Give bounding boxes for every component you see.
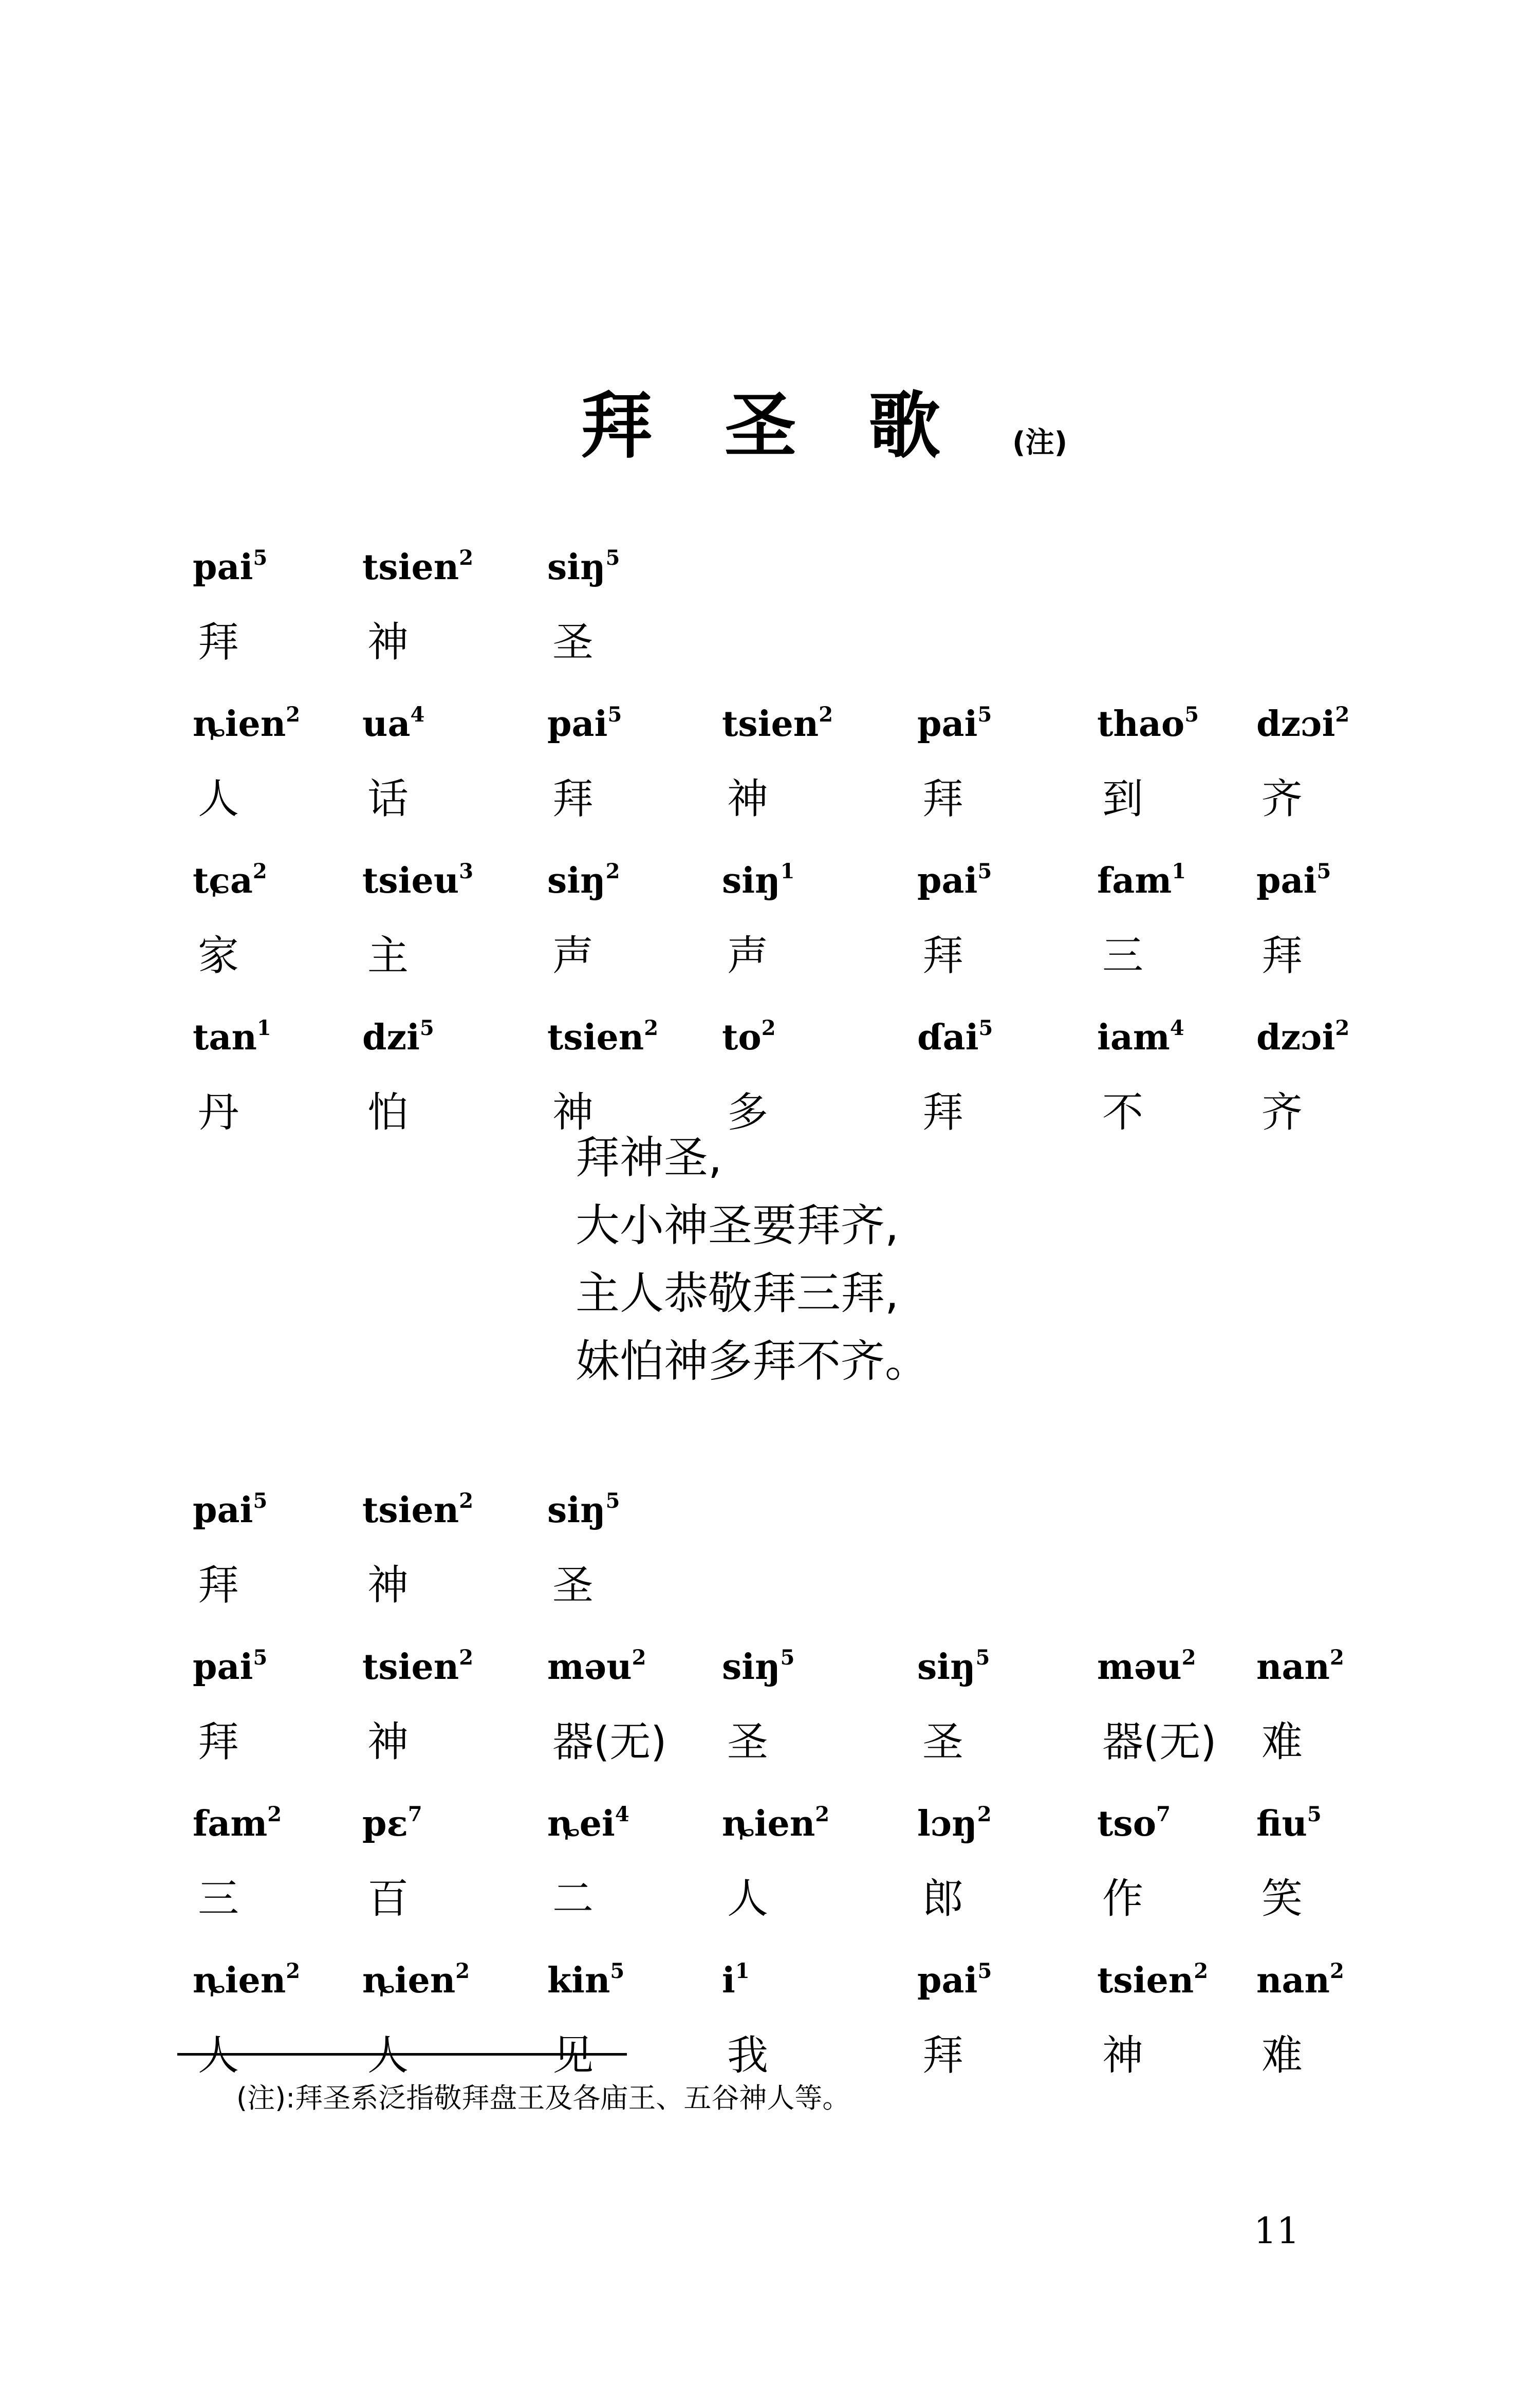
tone-number: 5 xyxy=(978,1016,993,1040)
romanization xyxy=(547,546,701,606)
romanization-syllable: thao xyxy=(1097,704,1185,745)
tone-number: 3 xyxy=(459,859,474,883)
chinese-gloss: 神 xyxy=(367,618,409,666)
stanza-1 xyxy=(193,546,1375,1177)
verse-line xyxy=(193,702,1375,863)
romanization xyxy=(362,1646,516,1706)
romanization xyxy=(1097,702,1251,763)
romanization-syllable: tsien xyxy=(362,547,459,588)
romanization-syllable: pai xyxy=(917,704,978,745)
chinese-gloss: 神 xyxy=(727,775,768,823)
translation-block xyxy=(576,1132,929,1407)
chinese-gloss: 声 xyxy=(552,932,593,979)
chinese-gloss: 神 xyxy=(367,1561,409,1609)
romanization-syllable: fam xyxy=(193,1803,268,1844)
translation-line: 妹怕神多拜不齐。 xyxy=(576,1336,929,1387)
romanization xyxy=(1097,1802,1251,1863)
chinese-gloss: 家 xyxy=(198,932,239,979)
romanization-syllable: pai xyxy=(193,1647,253,1688)
chinese-gloss: 拜 xyxy=(198,1718,239,1766)
romanization xyxy=(362,1016,516,1077)
romanization-syllable: pai xyxy=(1256,860,1317,901)
word-cell xyxy=(362,1646,516,1766)
tone-number: 5 xyxy=(605,546,620,570)
verse-line xyxy=(193,859,1375,1020)
romanization-syllable: kin xyxy=(547,1960,610,2001)
chinese-gloss: 到 xyxy=(1102,775,1143,823)
romanization xyxy=(362,1802,516,1863)
footnote: (注):拜圣系泛指敬拜盘王及各庙王、五谷神人等。 xyxy=(236,2082,850,2114)
page-number: 11 xyxy=(1254,2210,1300,2252)
chinese-gloss: 见 xyxy=(552,2031,593,2079)
chinese-gloss: 人 xyxy=(727,1875,768,1922)
romanization xyxy=(193,702,347,763)
translation-line: 主人恭敬拜三拜, xyxy=(576,1268,899,1319)
tone-number: 5 xyxy=(977,1959,992,1983)
word-cell xyxy=(362,702,516,823)
chinese-gloss: 丹 xyxy=(198,1088,239,1136)
romanization xyxy=(722,1802,876,1863)
chinese-gloss: 圣 xyxy=(552,618,593,666)
chinese-gloss: 不 xyxy=(1102,1088,1143,1136)
word-cell xyxy=(1097,1016,1251,1136)
word-cell xyxy=(362,1016,516,1136)
tone-number: 5 xyxy=(977,859,992,883)
tone-number: 2 xyxy=(1335,1016,1350,1040)
romanization-syllable: ȵien xyxy=(193,704,286,745)
romanization xyxy=(547,1802,701,1863)
romanization-syllable: tɕa xyxy=(193,860,253,901)
chinese-gloss: 拜 xyxy=(922,2031,963,2079)
tone-number: 2 xyxy=(644,1016,659,1040)
romanization xyxy=(1097,1959,1251,2020)
tone-number: 5 xyxy=(253,1489,268,1513)
tone-number: 2 xyxy=(252,859,267,883)
tone-number: 2 xyxy=(1329,1646,1344,1670)
tone-number: 2 xyxy=(632,1646,646,1670)
romanization-syllable: dzɔi xyxy=(1256,1017,1335,1058)
romanization xyxy=(917,1646,1071,1706)
word-cell xyxy=(362,1802,516,1922)
word-cell xyxy=(362,1489,516,1609)
title-char: 拜 xyxy=(581,384,653,468)
romanization xyxy=(1256,1646,1411,1706)
romanization-syllable: pai xyxy=(917,1960,978,2001)
tone-number: 2 xyxy=(1335,702,1350,727)
tone-number: 1 xyxy=(735,1959,750,1983)
romanization xyxy=(722,859,876,920)
word-cell xyxy=(1256,702,1411,823)
romanization xyxy=(193,1646,347,1706)
romanization xyxy=(1256,702,1411,763)
tone-number: 1 xyxy=(1172,859,1186,883)
tone-number: 5 xyxy=(1184,702,1199,727)
chinese-gloss: 神 xyxy=(367,1718,409,1766)
romanization xyxy=(722,1959,876,2020)
word-cell xyxy=(362,859,516,979)
tone-number: 7 xyxy=(407,1802,422,1826)
romanization xyxy=(362,1959,516,2020)
word-cell xyxy=(1097,702,1251,823)
romanization-syllable: nan xyxy=(1256,1647,1330,1688)
word-cell xyxy=(193,1016,347,1136)
tone-number: 5 xyxy=(780,1646,795,1670)
romanization xyxy=(547,702,701,763)
romanization xyxy=(547,859,701,920)
translation-line: 大小神圣要拜齐, xyxy=(576,1200,899,1251)
word-cell xyxy=(547,702,701,823)
romanization-syllable: nan xyxy=(1256,1960,1330,2001)
tone-number: 5 xyxy=(253,1646,268,1670)
romanization xyxy=(1256,1802,1411,1863)
tone-number: 2 xyxy=(459,1489,474,1513)
romanization-syllable: tan xyxy=(193,1017,257,1058)
romanization-syllable: siŋ xyxy=(722,1647,781,1688)
romanization-syllable: iam xyxy=(1097,1017,1170,1058)
tone-number: 2 xyxy=(1194,1959,1209,1983)
romanization-syllable: tsieu xyxy=(362,860,459,901)
romanization xyxy=(917,1959,1071,2020)
romanization-syllable: ȵien xyxy=(722,1803,815,1844)
tone-number: 5 xyxy=(1316,859,1331,883)
chinese-gloss: 拜 xyxy=(198,618,239,666)
romanization-syllable: pai xyxy=(193,547,253,588)
romanization-syllable: siŋ xyxy=(547,860,606,901)
translation-line: 拜神圣, xyxy=(576,1132,722,1184)
chinese-gloss: 作 xyxy=(1102,1875,1143,1922)
word-cell xyxy=(547,1646,701,1766)
stanza-2 xyxy=(193,1489,1375,2120)
romanization xyxy=(362,1489,516,1549)
word-cell xyxy=(917,1959,1071,2079)
word-cell xyxy=(722,859,876,979)
chinese-gloss: 人 xyxy=(367,2031,409,2079)
tone-number: 2 xyxy=(819,702,833,727)
word-cell xyxy=(193,1646,347,1766)
tone-number: 2 xyxy=(286,702,301,727)
chinese-gloss: 齐 xyxy=(1261,1088,1303,1136)
romanization xyxy=(917,1016,1071,1077)
romanization-syllable: dzɔi xyxy=(1256,704,1335,745)
chinese-gloss: 拜 xyxy=(922,775,963,823)
romanization xyxy=(722,1646,876,1706)
tone-number: 4 xyxy=(410,702,425,727)
romanization xyxy=(1097,1646,1251,1706)
word-cell xyxy=(547,1489,701,1609)
romanization-syllable: məu xyxy=(547,1647,632,1688)
romanization xyxy=(362,859,516,920)
tone-number: 2 xyxy=(459,546,474,570)
word-cell xyxy=(547,546,701,666)
tone-number: 2 xyxy=(1329,1959,1344,1983)
romanization-syllable: ua xyxy=(362,704,411,745)
word-cell xyxy=(1097,1802,1251,1922)
tone-number: 5 xyxy=(975,1646,990,1670)
tone-number: 4 xyxy=(615,1802,629,1826)
word-cell xyxy=(193,859,347,979)
chinese-gloss: 笑 xyxy=(1261,1875,1303,1922)
chinese-gloss: 拜 xyxy=(1261,932,1303,979)
romanization xyxy=(1256,1016,1411,1077)
chinese-gloss: 拜 xyxy=(922,1088,963,1136)
word-cell xyxy=(917,1802,1071,1922)
tone-number: 2 xyxy=(1181,1646,1196,1670)
word-cell xyxy=(193,702,347,823)
romanization xyxy=(193,1489,347,1549)
tone-number: 5 xyxy=(977,702,992,727)
romanization-syllable: siŋ xyxy=(547,547,606,588)
romanization xyxy=(547,1016,701,1077)
word-cell xyxy=(1256,859,1411,979)
verse-line xyxy=(193,1802,1375,1963)
tone-number: 2 xyxy=(455,1959,470,1983)
romanization-syllable: tsien xyxy=(362,1490,459,1531)
word-cell xyxy=(1256,1959,1411,2079)
chinese-gloss: 神 xyxy=(1102,2031,1143,2079)
romanization xyxy=(722,1016,876,1077)
tone-number: 1 xyxy=(256,1016,271,1040)
chinese-gloss: 圣 xyxy=(922,1718,963,1766)
word-cell xyxy=(917,702,1071,823)
word-cell xyxy=(547,1802,701,1922)
word-cell xyxy=(193,546,347,666)
verse-line xyxy=(193,546,1375,707)
romanization xyxy=(1097,1016,1251,1077)
romanization xyxy=(1097,859,1251,920)
romanization xyxy=(193,1959,347,2020)
romanization xyxy=(362,702,516,763)
footnote-divider xyxy=(177,2053,627,2056)
word-cell xyxy=(193,1959,347,2079)
word-cell xyxy=(547,859,701,979)
romanization-syllable: ȵien xyxy=(193,1960,286,2001)
tone-number: 4 xyxy=(1170,1016,1184,1040)
word-cell xyxy=(193,1802,347,1922)
romanization-syllable: dzi xyxy=(362,1017,420,1058)
tone-number: 5 xyxy=(610,1959,625,1983)
tone-number: 1 xyxy=(780,859,795,883)
romanization-syllable: ɗai xyxy=(917,1017,979,1058)
romanization xyxy=(547,1489,701,1549)
romanization xyxy=(1256,1959,1411,2020)
romanization-syllable: siŋ xyxy=(722,860,781,901)
tone-number: 5 xyxy=(420,1016,434,1040)
romanization-syllable: ȵien xyxy=(362,1960,456,2001)
tone-number: 2 xyxy=(459,1646,474,1670)
tone-number: 5 xyxy=(1307,1802,1322,1826)
romanization xyxy=(547,1959,701,2020)
romanization-syllable: pɛ xyxy=(362,1803,408,1844)
romanization xyxy=(193,859,347,920)
tone-number: 2 xyxy=(761,1016,776,1040)
word-cell xyxy=(917,1646,1071,1766)
word-cell xyxy=(722,1016,876,1136)
chinese-gloss: 话 xyxy=(367,775,409,823)
romanization-syllable: tsien xyxy=(1097,1960,1194,2001)
romanization xyxy=(917,859,1071,920)
word-cell xyxy=(722,702,876,823)
chinese-gloss: 人 xyxy=(198,775,239,823)
romanization-syllable: tsien xyxy=(547,1017,644,1058)
romanization xyxy=(722,702,876,763)
word-cell xyxy=(722,1802,876,1922)
verse-line xyxy=(193,1489,1375,1650)
chinese-gloss: 主 xyxy=(367,932,409,979)
chinese-gloss: 三 xyxy=(1102,932,1143,979)
tone-number: 2 xyxy=(267,1802,282,1826)
word-cell xyxy=(1256,1016,1411,1136)
word-cell xyxy=(917,859,1071,979)
chinese-gloss: 人 xyxy=(198,2031,239,2079)
romanization-syllable: tsien xyxy=(722,704,819,745)
word-cell xyxy=(362,1959,516,2079)
tone-number: 2 xyxy=(286,1959,301,1983)
chinese-gloss: 拜 xyxy=(552,775,593,823)
romanization xyxy=(917,702,1071,763)
romanization-syllable: pai xyxy=(193,1490,253,1531)
chinese-gloss: 多 xyxy=(727,1088,768,1136)
word-cell xyxy=(193,1489,347,1609)
chinese-gloss: 神 xyxy=(552,1088,593,1136)
romanization-syllable: to xyxy=(722,1017,762,1058)
chinese-gloss: 齐 xyxy=(1261,775,1303,823)
romanization-syllable: fam xyxy=(1097,860,1172,901)
verse-line xyxy=(193,1646,1375,1806)
chinese-gloss: 三 xyxy=(198,1875,239,1922)
chinese-gloss: 器(无) xyxy=(552,1718,667,1766)
tone-number: 7 xyxy=(1156,1802,1171,1826)
chinese-gloss: 器(无) xyxy=(1102,1718,1217,1766)
tone-number: 2 xyxy=(815,1802,830,1826)
word-cell xyxy=(722,1646,876,1766)
romanization-syllable: pai xyxy=(917,860,978,901)
romanization-syllable: ȵei xyxy=(547,1803,615,1844)
word-cell xyxy=(547,1016,701,1136)
chinese-gloss: 圣 xyxy=(552,1561,593,1609)
chinese-gloss: 郎 xyxy=(922,1875,963,1922)
word-cell xyxy=(1097,1959,1251,2079)
romanization-syllable: tso xyxy=(1097,1803,1157,1844)
word-cell xyxy=(722,1959,876,2079)
word-cell xyxy=(1256,1646,1411,1766)
chinese-gloss: 难 xyxy=(1261,2031,1303,2079)
chinese-gloss: 我 xyxy=(727,2031,768,2079)
word-cell xyxy=(917,1016,1071,1136)
song-title xyxy=(581,360,1068,468)
tone-number: 2 xyxy=(977,1802,992,1826)
chinese-gloss: 声 xyxy=(727,932,768,979)
romanization-syllable: pai xyxy=(547,704,608,745)
romanization-syllable: fiu xyxy=(1256,1803,1307,1844)
romanization xyxy=(193,1802,347,1863)
title-note-marker: (注) xyxy=(1012,426,1068,459)
chinese-gloss: 圣 xyxy=(727,1718,768,1766)
word-cell xyxy=(1256,1802,1411,1922)
romanization xyxy=(917,1802,1071,1863)
tone-number: 5 xyxy=(605,1489,620,1513)
tone-number: 5 xyxy=(607,702,622,727)
chinese-gloss: 二 xyxy=(552,1875,593,1922)
romanization xyxy=(193,546,347,606)
chinese-gloss: 拜 xyxy=(922,932,963,979)
romanization xyxy=(547,1646,701,1706)
word-cell xyxy=(1097,859,1251,979)
romanization xyxy=(193,1016,347,1077)
romanization-syllable: lɔŋ xyxy=(917,1803,977,1844)
word-cell xyxy=(547,1959,701,2079)
word-cell xyxy=(1097,1646,1251,1766)
romanization-syllable: i xyxy=(722,1960,735,2001)
chinese-gloss: 难 xyxy=(1261,1718,1303,1766)
romanization-syllable: siŋ xyxy=(917,1647,976,1688)
word-cell xyxy=(362,546,516,666)
chinese-gloss: 怕 xyxy=(367,1088,409,1136)
title-char: 圣 xyxy=(725,384,797,468)
romanization-syllable: tsien xyxy=(362,1647,459,1688)
tone-number: 5 xyxy=(253,546,268,570)
chinese-gloss: 拜 xyxy=(198,1561,239,1609)
tone-number: 2 xyxy=(605,859,620,883)
romanization-syllable: siŋ xyxy=(547,1490,606,1531)
romanization xyxy=(362,546,516,606)
chinese-gloss: 百 xyxy=(367,1875,409,1922)
romanization-syllable: məu xyxy=(1097,1647,1182,1688)
romanization xyxy=(1256,859,1411,920)
title-char: 歌 xyxy=(868,384,941,468)
